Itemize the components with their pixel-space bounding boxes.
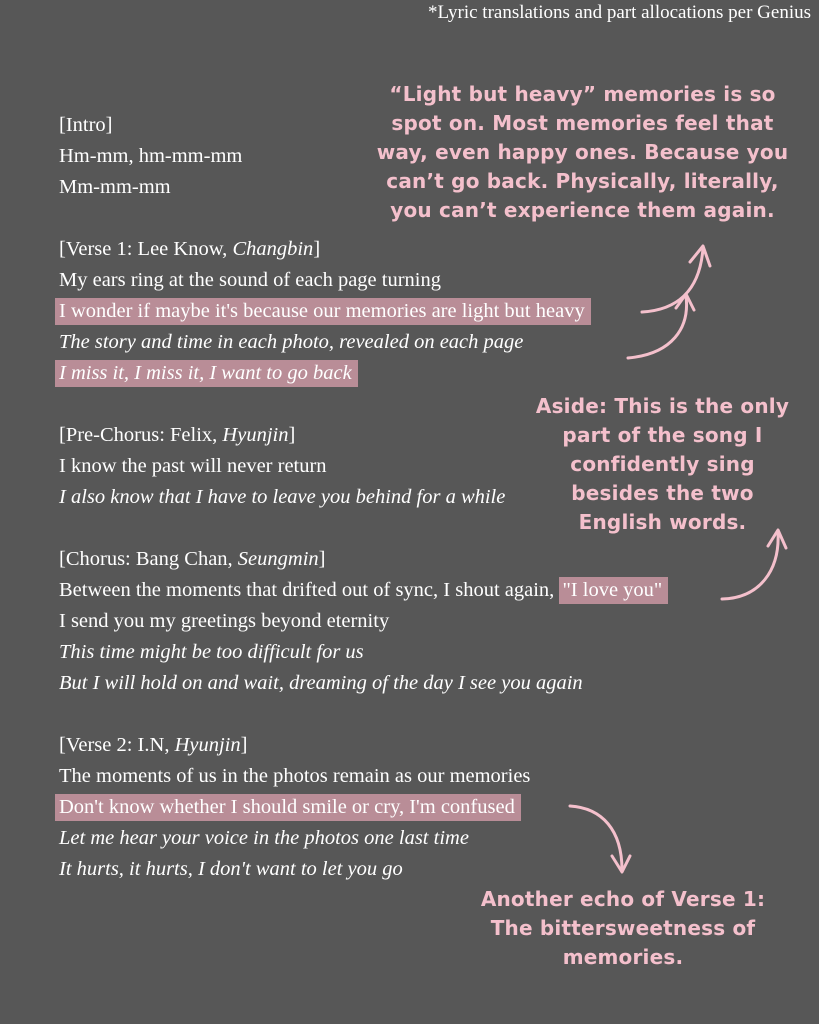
annotation-aside: Aside: This is the only part of the song I confidently sing besides the two English words.	[535, 394, 790, 534]
credit-note: *Lyric translations and part allocations per Genius	[427, 2, 811, 23]
lyric-line: I also know that I have to leave you behind for a while	[59, 486, 506, 508]
lyric-line: Mm-mm-mm	[59, 176, 171, 198]
arrow-head-icon	[676, 294, 694, 310]
lyric-line: I send you my greetings beyond eternity	[59, 610, 390, 632]
lyric-line: The moments of us in the photos remain as our memories	[59, 765, 531, 787]
lyric-line: My ears ring at the sound of each page turning	[59, 269, 441, 291]
lyric-line-highlighted: I wonder if maybe it's because our memories are light but heavy	[59, 296, 668, 327]
lyric-line: Hm-mm, hm-mm-mm	[59, 145, 243, 167]
verse2-header: [Verse 2: I.N, Hyunjin]	[59, 734, 248, 756]
annotation-light-but-heavy: “Light but heavy” memories is so spot on. Most memories feel that way, even happy ones. Because you can’t go back. Physically, literally, you can’t experience them again.	[376, 82, 789, 222]
annotation-echo: Another echo of Verse 1: The bittersweetness of memories.	[480, 887, 766, 969]
lyric-line: Between the moments that drifted out of sync, I shout again, "I love you"	[59, 575, 668, 606]
lyric-line-highlighted: I miss it, I miss it, I want to go back	[59, 358, 668, 389]
i-love-you-highlight: "I love you"	[559, 577, 668, 604]
intro-header: [Intro]	[59, 114, 113, 136]
chorus-header: [Chorus: Bang Chan, Seungmin]	[59, 548, 326, 570]
lyric-line: I know the past will never return	[59, 455, 327, 477]
lyric-line: Let me hear your voice in the photos one last time	[59, 827, 469, 849]
lyric-line: It hurts, it hurts, I don't want to let you go	[59, 858, 403, 880]
prechorus-header: [Pre-Chorus: Felix, Hyunjin]	[59, 424, 296, 446]
lyric-line-highlighted: Don't know whether I should smile or cry, I'm confused	[59, 792, 668, 823]
lyric-line: But I will hold on and wait, dreaming of the day I see you again	[59, 672, 583, 694]
verse1-header: [Verse 1: Lee Know, Changbin]	[59, 238, 321, 260]
lyric-line: This time might be too difficult for us	[59, 641, 364, 663]
lyric-line: The story and time in each photo, revealed on each page	[59, 331, 524, 353]
